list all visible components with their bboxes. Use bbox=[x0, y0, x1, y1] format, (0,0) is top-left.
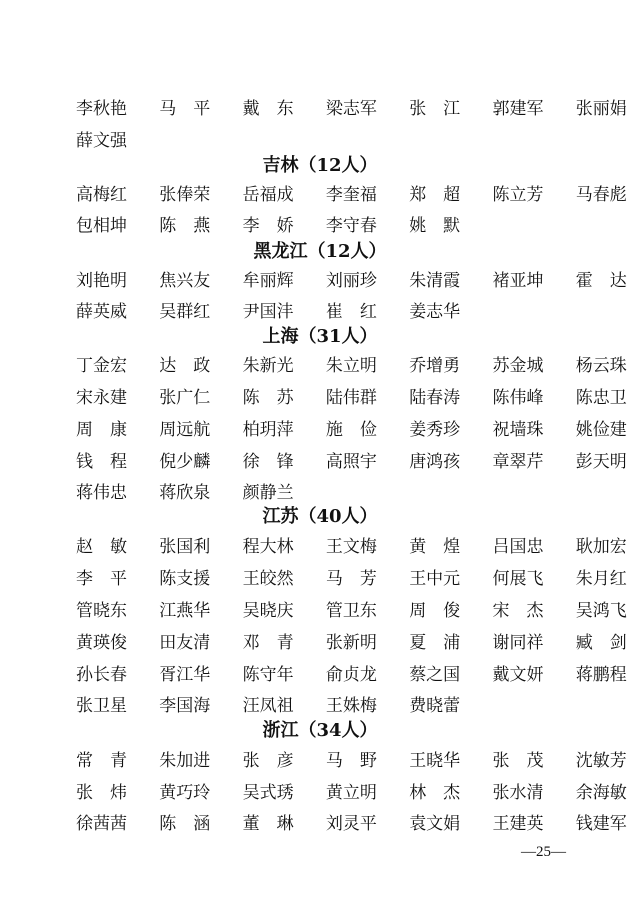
person-name: 刘艳明 bbox=[76, 271, 127, 291]
person-name: 徐茜茜 bbox=[76, 814, 127, 834]
person-name: 常 青 bbox=[76, 751, 127, 771]
person-name: 李 平 bbox=[76, 569, 127, 589]
person-name: 朱立明 bbox=[325, 356, 377, 376]
person-name: 张水清 bbox=[492, 783, 544, 803]
person-name: 管晓东 bbox=[76, 601, 127, 621]
person-name: 臧 剑 bbox=[575, 633, 627, 653]
person-name: 宋永建 bbox=[76, 388, 127, 408]
person-name: 宋 杰 bbox=[492, 601, 544, 621]
person-name: 王文梅 bbox=[325, 537, 377, 557]
person-name: 吴鸿飞 bbox=[575, 601, 627, 621]
person-name: 姚俭建 bbox=[575, 420, 627, 440]
person-name: 管卫东 bbox=[325, 601, 377, 621]
person-name: 姜秀珍 bbox=[409, 420, 461, 440]
person-name: 柏玥萍 bbox=[242, 420, 294, 440]
person-name: 戴 东 bbox=[242, 99, 294, 119]
person-name: 黄 煌 bbox=[409, 537, 461, 557]
person-name: 梁志军 bbox=[325, 99, 377, 119]
person-name: 胥江华 bbox=[159, 665, 211, 685]
person-name: 张 炜 bbox=[76, 783, 127, 803]
person-name: 陈 涵 bbox=[159, 814, 211, 834]
person-name: 邓 青 bbox=[242, 633, 294, 653]
page-number: —25— bbox=[521, 844, 566, 860]
person-name: 乔增勇 bbox=[409, 356, 461, 376]
section-heading: 上海（31人） bbox=[262, 326, 378, 347]
person-name: 马 平 bbox=[159, 99, 211, 119]
person-name: 费晓蕾 bbox=[409, 696, 461, 716]
person-name: 林 杰 bbox=[409, 783, 461, 803]
person-name: 张卫星 bbox=[76, 696, 127, 716]
person-name: 黄巧玲 bbox=[159, 783, 211, 803]
person-name: 吴晓庆 bbox=[242, 601, 294, 621]
person-name: 李国海 bbox=[159, 696, 211, 716]
person-name: 丁金宏 bbox=[76, 356, 127, 376]
person-name: 郭建军 bbox=[492, 99, 544, 119]
person-name: 陆春涛 bbox=[409, 388, 461, 408]
person-name: 章翠芹 bbox=[492, 452, 544, 472]
person-name: 苏金城 bbox=[492, 356, 544, 376]
person-name: 何展飞 bbox=[492, 569, 544, 589]
section-heading: 浙江（34人） bbox=[262, 720, 378, 741]
person-name: 李秋艳 bbox=[76, 99, 127, 119]
person-name: 霍 达 bbox=[575, 271, 627, 291]
person-name: 高梅红 bbox=[76, 185, 127, 205]
person-name: 姚 默 bbox=[409, 216, 461, 236]
person-name: 朱加进 bbox=[159, 751, 211, 771]
person-name: 张俸荣 bbox=[159, 185, 211, 205]
person-name: 张丽娟 bbox=[575, 99, 627, 119]
person-name: 薛文强 bbox=[76, 131, 127, 151]
person-name: 张 彦 bbox=[242, 751, 294, 771]
person-name: 谢同祥 bbox=[492, 633, 544, 653]
person-name: 彭天明 bbox=[575, 452, 627, 472]
person-name: 王姝梅 bbox=[325, 696, 377, 716]
person-name: 吴群红 bbox=[159, 302, 211, 322]
person-name: 岳福成 bbox=[242, 185, 294, 205]
person-name: 王晓华 bbox=[409, 751, 461, 771]
person-name: 朱清霞 bbox=[409, 271, 461, 291]
section-heading: 吉林（12人） bbox=[262, 155, 378, 176]
person-name: 陈支援 bbox=[159, 569, 211, 589]
person-name: 张广仁 bbox=[159, 388, 211, 408]
person-name: 蒋伟忠 bbox=[76, 483, 127, 503]
person-name: 朱月红 bbox=[575, 569, 627, 589]
person-name: 陈 燕 bbox=[159, 216, 211, 236]
person-name: 薛英威 bbox=[76, 302, 127, 322]
person-name: 刘丽珍 bbox=[325, 271, 377, 291]
person-name: 袁文娟 bbox=[409, 814, 461, 834]
person-name: 吕国忠 bbox=[492, 537, 544, 557]
person-name: 牟丽辉 bbox=[242, 271, 294, 291]
person-name: 陈忠卫 bbox=[575, 388, 627, 408]
person-name: 马 野 bbox=[325, 751, 377, 771]
section-heading: 江苏（40人） bbox=[262, 506, 378, 527]
person-name: 尹国沣 bbox=[242, 302, 294, 322]
person-name: 王皎然 bbox=[242, 569, 294, 589]
person-name: 倪少麟 bbox=[159, 452, 211, 472]
person-name: 田友清 bbox=[159, 633, 211, 653]
person-name: 程大林 bbox=[242, 537, 294, 557]
person-name: 唐鸿孩 bbox=[409, 452, 461, 472]
section-heading: 黑龙江（12人） bbox=[253, 241, 387, 262]
person-name: 陈 苏 bbox=[242, 388, 294, 408]
person-name: 李奎福 bbox=[325, 185, 377, 205]
person-name: 张国利 bbox=[159, 537, 211, 557]
person-name: 俞贞龙 bbox=[325, 665, 377, 685]
person-name: 马春彪 bbox=[575, 185, 627, 205]
person-name: 陆伟群 bbox=[325, 388, 377, 408]
person-name: 耿加宏 bbox=[575, 537, 627, 557]
person-name: 杨云珠 bbox=[575, 356, 627, 376]
person-name: 夏 浦 bbox=[409, 633, 461, 653]
person-name: 包相坤 bbox=[76, 216, 127, 236]
person-name: 王建英 bbox=[492, 814, 544, 834]
person-name: 董 琳 bbox=[242, 814, 294, 834]
person-name: 汪凤祖 bbox=[242, 696, 294, 716]
person-name: 吴式琇 bbox=[242, 783, 294, 803]
person-name: 沈敏芳 bbox=[575, 751, 627, 771]
person-name: 李守春 bbox=[325, 216, 377, 236]
person-name: 颜静兰 bbox=[242, 483, 294, 503]
person-name: 蒋欣泉 bbox=[159, 483, 211, 503]
person-name: 钱建军 bbox=[575, 814, 627, 834]
person-name: 褚亚坤 bbox=[492, 271, 544, 291]
person-name: 朱新光 bbox=[242, 356, 294, 376]
person-name: 周远航 bbox=[159, 420, 211, 440]
person-name: 陈伟峰 bbox=[492, 388, 544, 408]
person-name: 祝墙珠 bbox=[492, 420, 544, 440]
person-name: 施 俭 bbox=[325, 420, 377, 440]
person-name: 孙长春 bbox=[76, 665, 127, 685]
person-name: 张 茂 bbox=[492, 751, 544, 771]
person-name: 戴文妍 bbox=[492, 665, 544, 685]
person-name: 郑 超 bbox=[409, 185, 461, 205]
person-name: 达 政 bbox=[159, 356, 211, 376]
person-name: 陈守年 bbox=[242, 665, 294, 685]
person-name: 钱 程 bbox=[76, 452, 127, 472]
person-name: 黄瑛俊 bbox=[76, 633, 127, 653]
person-name: 黄立明 bbox=[325, 783, 377, 803]
person-name: 江燕华 bbox=[159, 601, 211, 621]
person-name: 姜志华 bbox=[409, 302, 461, 322]
person-name: 王中元 bbox=[409, 569, 461, 589]
person-name: 陈立芳 bbox=[492, 185, 544, 205]
person-name: 崔 红 bbox=[325, 302, 377, 322]
person-name: 张 江 bbox=[409, 99, 461, 119]
person-name: 周 俊 bbox=[409, 601, 461, 621]
person-name: 张新明 bbox=[325, 633, 377, 653]
person-name: 高照宇 bbox=[325, 452, 377, 472]
person-name: 徐 锋 bbox=[242, 452, 294, 472]
person-name: 马 芳 bbox=[325, 569, 377, 589]
person-name: 李 娇 bbox=[242, 216, 294, 236]
person-name: 焦兴友 bbox=[159, 271, 211, 291]
person-name: 余海敏 bbox=[575, 783, 627, 803]
person-name: 刘灵平 bbox=[325, 814, 377, 834]
person-name: 周 康 bbox=[76, 420, 127, 440]
person-name: 赵 敏 bbox=[76, 537, 127, 557]
person-name: 蔡之国 bbox=[409, 665, 461, 685]
person-name: 蒋鹏程 bbox=[575, 665, 627, 685]
